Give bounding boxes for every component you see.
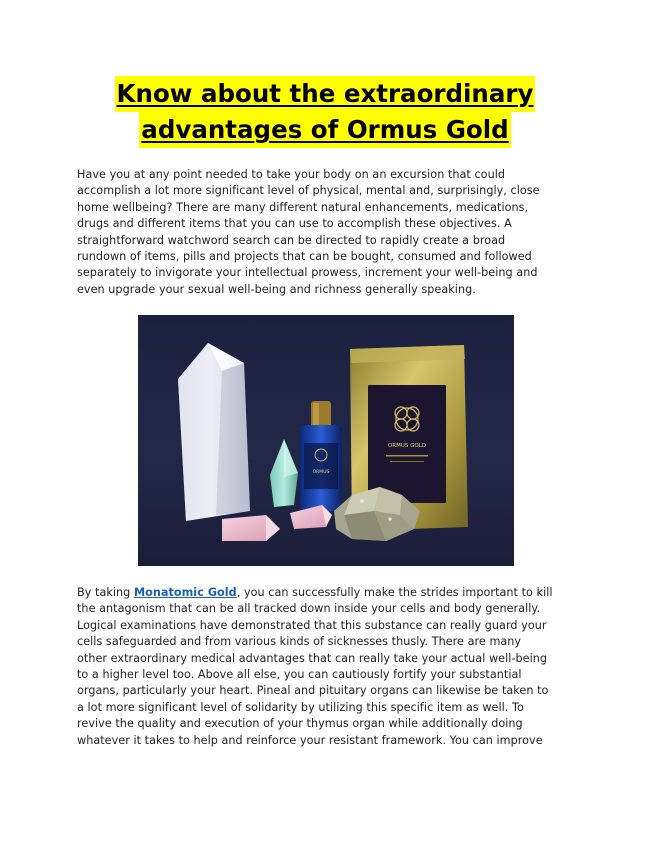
- paragraph-line: Have you at any point needed to take your body on an excursion that could: [77, 168, 506, 181]
- paragraph-line: other extraordinary medical advantages that can really take your actual well-being: [77, 651, 548, 665]
- paragraph-line: separately to invigorate your intellectual prowess, increment your well-being and: [77, 266, 538, 280]
- paragraph-line: home wellbeing? There are many different natural enhancements, medications,: [77, 200, 529, 214]
- paragraph-line: accomplish a lot more significant level of physical, mental and, surprisingly, close: [77, 184, 540, 198]
- paragraph-line: drugs and different items that you can use to accomplish these objectives. A: [77, 217, 512, 231]
- paragraph-line: Logical examinations have demonstrated that this substance can really guard your: [77, 618, 547, 632]
- paragraph-line: cells safeguarded and from various kinds of sicknesses thusly. There are many: [77, 635, 522, 649]
- paragraph-line: whatever it takes to help and reinforce your resistant framework. You can improve: [77, 733, 543, 747]
- paragraph-line: to a higher level too. Above all else, you can cautiously fortify your substantial: [77, 668, 522, 682]
- product-photo: [138, 315, 514, 566]
- paragraph-line: [77, 585, 577, 601]
- body-paragraph: [77, 585, 577, 749]
- paragraph-line: organs, particularly your heart. Pineal and pituitary organs can likewise be taken to: [77, 684, 549, 698]
- intro-paragraph: [77, 167, 577, 298]
- rose-quartz-point: [222, 515, 280, 541]
- paragraph-line: a lot more significant level of solidarity by utilizing this specific item as well. To: [77, 700, 524, 714]
- paragraph-line: revive the quality and execution of your thymus organ while additionally doing: [77, 717, 523, 731]
- paragraph-line: rundown of items, pills and projects that can be bought, consumed and followed: [77, 250, 532, 264]
- article-title: [0, 76, 650, 148]
- serum-bottle: [300, 401, 342, 511]
- crystal-quartz-point: [178, 343, 250, 521]
- bottle-brand-text: ORMUS: [312, 470, 330, 475]
- paragraph-line: even upgrade your sexual well-being and richness generally speaking.: [77, 282, 476, 296]
- monatomic-gold-link[interactable]: Monatomic Gold: [133, 586, 237, 599]
- title-line-1: Know about the extraordinary: [115, 76, 536, 112]
- paragraph-line: straightforward watchword search can be directed to rapidly create a broad: [77, 233, 506, 247]
- paragraph-line: the antagonism that can be all tracked down inside your cells and body generally.: [77, 602, 541, 616]
- paragraph-lead: By taking: [77, 586, 134, 599]
- paragraph-after-link: , you can successfully make the strides important to kill: [236, 586, 553, 599]
- pouch-brand-text: ORMUS GOLD: [387, 443, 427, 449]
- green-fluorite-point: [270, 439, 298, 507]
- title-line-2: advantages of Ormus Gold: [139, 112, 510, 148]
